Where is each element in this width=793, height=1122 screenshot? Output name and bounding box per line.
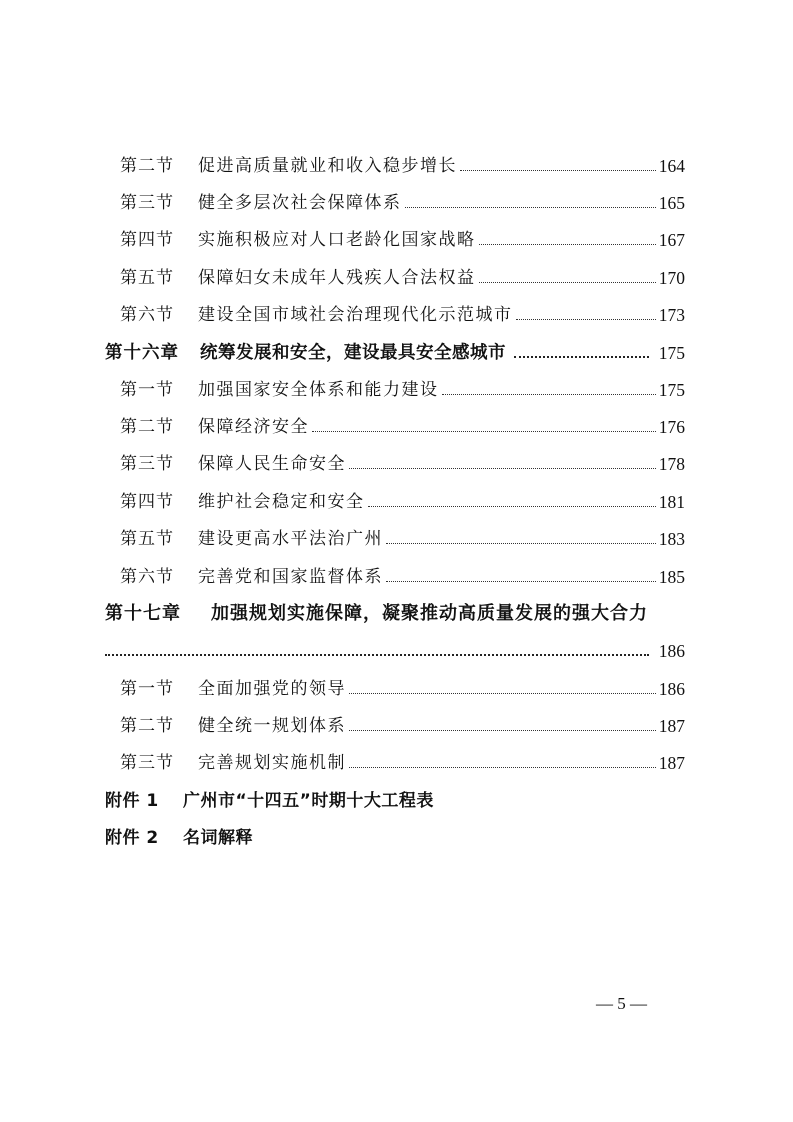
appendix-label: 附件 1	[105, 791, 159, 811]
dot-leader	[312, 430, 656, 432]
page-number: 183	[658, 529, 685, 549]
dot-leader	[516, 318, 656, 320]
toc-section-row[interactable]	[120, 448, 685, 474]
toc-appendix-row[interactable]	[105, 785, 434, 811]
section-title: 完善党和国家监督体系	[198, 567, 383, 587]
page-footer-number: — 5 —	[596, 994, 647, 1013]
page-number: 181	[658, 492, 685, 512]
section-title: 健全统一规划体系	[198, 716, 346, 736]
section-label: 第一节	[120, 679, 174, 699]
toc-section-row[interactable]	[120, 710, 685, 736]
appendix-label: 附件 2	[105, 828, 159, 848]
dot-leader	[479, 243, 656, 245]
dot-leader	[349, 766, 656, 768]
toc-chapter-continuation[interactable]	[105, 635, 685, 661]
page-number: 187	[658, 716, 685, 736]
page-number: 173	[658, 305, 685, 325]
section-label: 第三节	[120, 193, 174, 213]
toc-section-row[interactable]	[120, 262, 685, 288]
chapter-title: 统筹发展和安全，建设最具安全感城市	[200, 343, 506, 363]
section-label: 第三节	[120, 454, 174, 474]
page-number: 167	[658, 230, 685, 250]
toc-section-row[interactable]	[120, 673, 685, 699]
section-label: 第二节	[120, 156, 174, 176]
toc-section-row[interactable]	[120, 411, 685, 437]
section-label: 第三节	[120, 753, 174, 773]
section-title: 保障妇女未成年人残疾人合法权益	[198, 268, 476, 288]
dot-leader	[442, 393, 656, 395]
page-number: 165	[658, 193, 685, 213]
chapter-label: 第十七章	[105, 603, 181, 624]
section-title: 加强国家安全体系和能力建设	[198, 380, 439, 400]
section-title: 保障经济安全	[198, 417, 309, 437]
section-title: 健全多层次社会保障体系	[198, 193, 402, 213]
section-title: 实施积极应对人口老龄化国家战略	[198, 230, 476, 250]
page-number: 170	[658, 268, 685, 288]
dot-leader	[349, 692, 656, 694]
toc-section-row[interactable]	[120, 747, 685, 773]
toc-section-row[interactable]	[120, 224, 685, 250]
appendix-title: 广州市“十四五”时期十大工程表	[183, 791, 434, 811]
section-label: 第五节	[120, 529, 174, 549]
toc-section-row[interactable]	[120, 523, 685, 549]
dot-leader	[460, 169, 656, 171]
section-title: 保障人民生命安全	[198, 454, 346, 474]
dot-leader	[105, 653, 649, 656]
section-title: 维护社会稳定和安全	[198, 492, 365, 512]
chapter-title: 加强规划实施保障，凝聚推动高质量发展的强大合力	[211, 603, 648, 624]
dot-leader	[405, 206, 656, 208]
section-label: 第二节	[120, 417, 174, 437]
toc-chapter-row[interactable]	[105, 337, 685, 363]
section-title: 建设更高水平法治广州	[198, 529, 383, 549]
page-number: 164	[658, 156, 685, 176]
toc-section-row[interactable]	[120, 561, 685, 587]
section-title: 建设全国市域社会治理现代化示范城市	[198, 305, 513, 325]
section-label: 第六节	[120, 567, 174, 587]
section-title: 促进高质量就业和收入稳步增长	[198, 156, 457, 176]
toc-appendix-row[interactable]	[105, 822, 253, 848]
section-title: 完善规划实施机制	[198, 753, 346, 773]
toc-section-row[interactable]	[120, 299, 685, 325]
page-number: 175	[658, 380, 685, 400]
toc-section-row[interactable]	[120, 187, 685, 213]
page-number: 175	[658, 343, 685, 363]
section-label: 第二节	[120, 716, 174, 736]
toc-section-row[interactable]	[120, 374, 685, 400]
dot-leader	[368, 505, 656, 507]
section-label: 第四节	[120, 492, 174, 512]
chapter-label: 第十六章	[105, 343, 179, 363]
dot-leader	[514, 355, 649, 358]
page-number: 186	[658, 679, 685, 699]
page-number: 178	[658, 454, 685, 474]
toc-chapter-row[interactable]	[105, 598, 685, 624]
page-number: 186	[658, 641, 685, 661]
page-number: 176	[658, 417, 685, 437]
dot-leader	[386, 542, 656, 544]
page-number: 185	[658, 567, 685, 587]
dot-leader	[349, 729, 656, 731]
section-label: 第五节	[120, 268, 174, 288]
section-label: 第一节	[120, 380, 174, 400]
dot-leader	[479, 281, 656, 283]
section-label: 第四节	[120, 230, 174, 250]
dot-leader	[349, 467, 656, 469]
dot-leader	[386, 580, 656, 582]
appendix-title: 名词解释	[183, 828, 253, 848]
section-title: 全面加强党的领导	[198, 679, 346, 699]
page-number: 187	[658, 753, 685, 773]
section-label: 第六节	[120, 305, 174, 325]
toc-section-row[interactable]	[120, 486, 685, 512]
toc-section-row[interactable]	[120, 150, 685, 176]
